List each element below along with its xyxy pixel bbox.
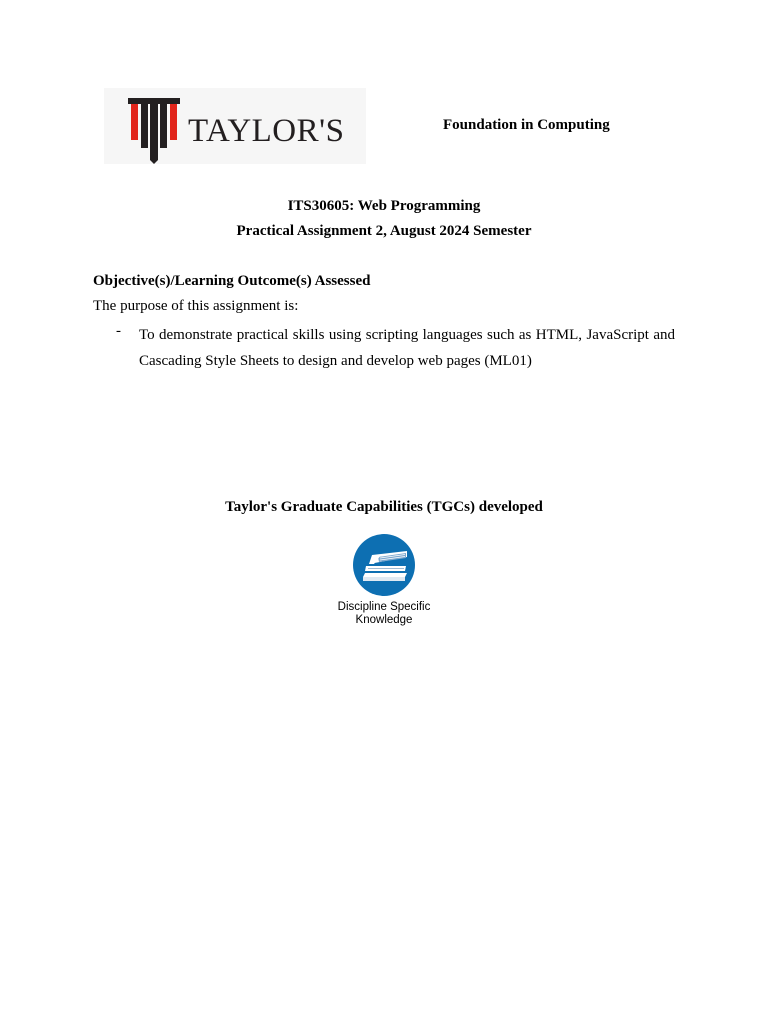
list-item-marker: - (116, 323, 121, 339)
course-code-title: ITS30605: Web Programming (287, 198, 481, 214)
assignment-title: Practical Assignment 2, August 2024 Semester (236, 223, 532, 239)
books-stack-icon (350, 533, 418, 597)
taylors-logo (104, 88, 366, 164)
tgc-caption (0, 601, 768, 627)
tgc-caption-line2: Knowledge (355, 614, 413, 626)
objectives-heading: Objective(s)/Learning Outcome(s) Assessed (93, 273, 371, 289)
tgc-heading: Taylor's Graduate Capabilities (TGCs) developed (225, 499, 543, 515)
list-item: To demonstrate practical skills using scripting languages such as HTML, JavaScript and Cascading Style Sheets to design and develop web pages (ML01) (139, 327, 675, 369)
taylors-emblem (128, 98, 180, 164)
program-title: Foundation in Computing (443, 117, 610, 133)
logo-wordmark: TAYLOR'S (188, 113, 345, 149)
objectives-intro: The purpose of this assignment is: (93, 298, 299, 314)
tgc-caption-line1: Discipline Specific (337, 601, 431, 613)
